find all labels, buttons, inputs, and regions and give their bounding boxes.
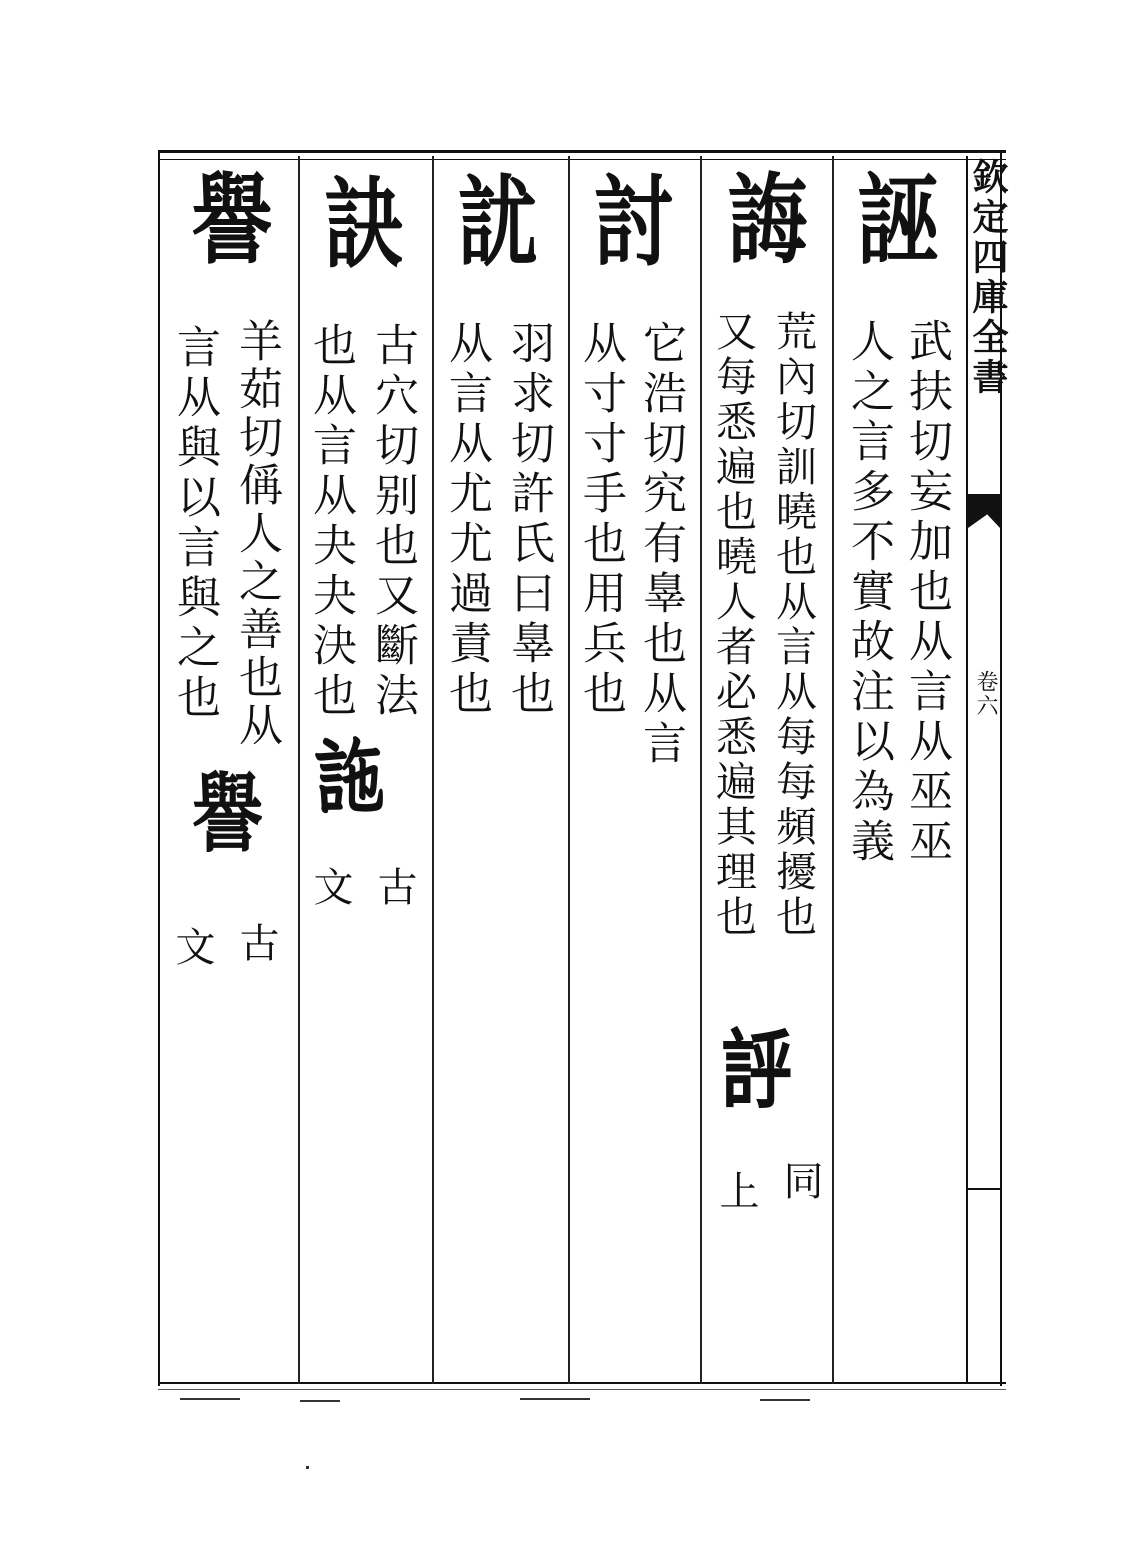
column-rule [700,156,702,1384]
variant-seal-character: 𧦧 [308,728,391,808]
scan-noise [180,1398,240,1400]
gloss-line: 古穴切别也又斷法 [367,322,418,722]
gloss-line: 羊茹切偁人之善也从 [231,318,282,750]
variant-seal-character: 譽 [180,768,263,848]
gloss-line: 它浩切究有辠也从言 [635,320,686,770]
seal-character: 討 [580,170,675,262]
variant-note: 古 [371,866,417,910]
column-rule [832,156,834,1384]
margin-tick [968,1188,1002,1190]
scan-noise [760,1399,810,1401]
variant-note: 文 [307,866,353,910]
variant-note: 上 [713,1170,759,1214]
column-rule [568,156,570,1384]
gloss-line: 从言从尤尤過責也 [441,320,492,720]
frame-left-border [158,150,160,1386]
gloss-line: 也从言从夬夬決也 [305,322,356,722]
gloss-line: 荒內切訓曉也从言从每每頻擾也 [769,310,817,940]
gloss-line: 从寸寸手也用兵也 [575,320,626,720]
seal-character: 誣 [844,168,939,260]
frame-bottom-border [158,1382,1006,1390]
gloss-line: 羽求切許氏曰辠也 [503,320,554,720]
seal-character: 誨 [714,168,809,260]
book-title: 欽定四庫全書 [967,158,1009,398]
gloss-line: 武扶切妄加也从言从巫巫 [901,318,952,868]
seal-character: 訧 [444,170,539,262]
variant-seal-character: 𧦝 [714,1028,797,1108]
variant-note: 文 [169,926,215,970]
variant-note: 同 [777,1160,823,1204]
gloss-line: 人之言多不實故注以為義 [843,318,894,868]
scan-noise [306,1466,309,1469]
column-rule [432,156,434,1384]
scan-noise [300,1400,340,1402]
gloss-line: 又每悉遍也曉人者必悉遍其理也 [709,310,757,940]
seal-character: 訣 [310,172,405,264]
gloss-line: 言从與以言與之也 [169,324,220,724]
volume-label: 卷六 [973,670,998,718]
scan-noise [520,1398,590,1400]
column-rule [298,156,300,1384]
seal-character: 譽 [178,168,273,260]
variant-note: 古 [233,922,279,966]
frame-top-border [158,150,1006,160]
